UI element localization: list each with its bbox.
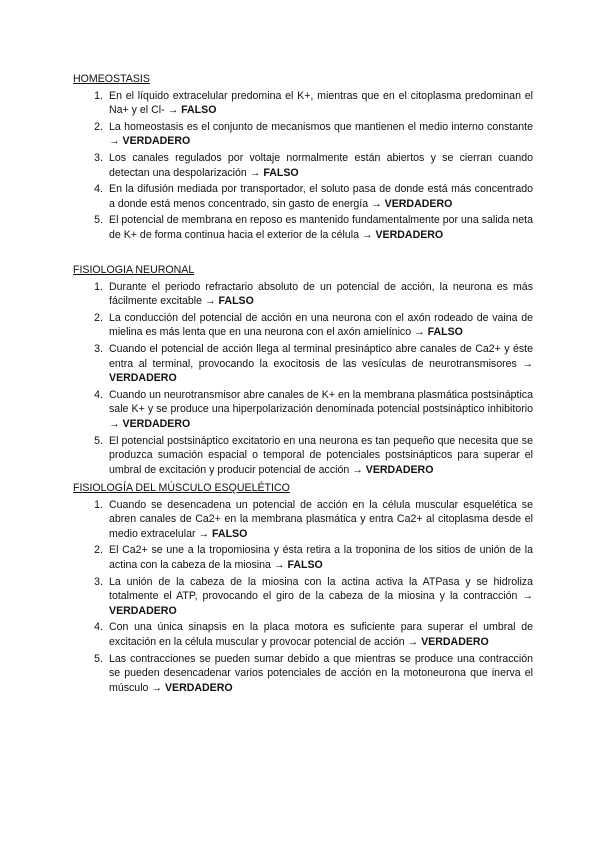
item-number: 2. xyxy=(94,544,103,557)
item-number: 3. xyxy=(94,575,103,588)
statement-text: El potencial postsináptico excitatorio en una neurona es tan pequeño que necesita que se produzca sumación espacial o temporal de potenciales postsinápticos para superar el umbral de excitación y producir potencial de acción → xyxy=(109,434,533,476)
item-number: 1. xyxy=(94,89,103,102)
statement-text: En el líquido extracelular predomina el K+, mientras que en el citoplasma predominan el Na+ y el Cl- → xyxy=(109,89,533,117)
item-number: 3. xyxy=(94,342,103,355)
answer-label: FALSO xyxy=(287,558,323,571)
answer-label: VERDADERO xyxy=(365,463,434,476)
statement-text: Los canales regulados por voltaje normalmente están abiertos y se cierran cuando detectan una despolarización → xyxy=(109,151,533,179)
statement-item xyxy=(73,620,533,649)
statement-item xyxy=(73,342,533,386)
statement-list xyxy=(73,498,533,696)
section-homeostasis xyxy=(73,72,533,245)
statement-text: La conducción del potencial de acción en una neurona con el axón rodeado de vaina de mielina es más lenta que en una neurona con el axón amielínico → xyxy=(109,311,533,339)
answer-label: FALSO xyxy=(181,104,217,117)
statement-item xyxy=(73,388,533,432)
answer-label: FALSO xyxy=(427,326,463,339)
item-number: 3. xyxy=(94,151,103,164)
answer-label: FALSO xyxy=(218,295,254,308)
answer-label: VERDADERO xyxy=(122,135,191,148)
section-heading: FISIOLOGIA NEURONAL xyxy=(73,264,195,276)
item-number: 5. xyxy=(94,434,103,447)
statement-text: Las contracciones se pueden sumar debido a que mientras se produce una contracción se pueden desencadenar varios potenciales de acción en la motoneurona que inerva el músculo → xyxy=(109,652,533,694)
statement-text: La homeostasis es el conjunto de mecanismos que mantienen el medio interno constante → xyxy=(109,120,533,148)
statement-item xyxy=(73,213,533,242)
item-number: 2. xyxy=(94,311,103,324)
statement-text: El Ca2+ se une a la tropomiosina y ésta retira a la troponina de los sitios de unión de la actina con la cabeza de la miosina → xyxy=(109,544,533,571)
statement-text: Cuando un neurotransmisor abre canales de K+ en la membrana plasmática postsináptica sale K+ y se produce una hiperpolarización denominada potencial postsináptico inhibitorio → xyxy=(109,388,533,430)
statement-item xyxy=(73,498,533,542)
item-number: 1. xyxy=(94,498,103,511)
answer-label: VERDADERO xyxy=(375,228,444,241)
statement-item xyxy=(73,543,533,572)
answer-label: FALSO xyxy=(212,527,248,540)
item-number: 2. xyxy=(94,120,103,133)
statement-text: Con una única sinapsis en la placa motora es suficiente para superar el umbral de excitación en la célula muscular y provocar potencial de acción → xyxy=(109,621,533,648)
statement-item xyxy=(73,182,533,211)
statement-item xyxy=(73,89,533,118)
section-heading: FISIOLOGÍA DEL MÚSCULO ESQUELÉTICO xyxy=(73,482,290,494)
statement-list xyxy=(73,280,533,478)
statement-list xyxy=(73,89,533,243)
answer-label: VERDADERO xyxy=(109,372,177,385)
statement-text: La unión de la cabeza de la miosina con la actina activa la ATPasa y se hidroliza totalmente el ATP, provocando el giro de la cabeza de la miosina y la contracción → xyxy=(109,575,533,603)
statement-item xyxy=(73,434,533,478)
answer-label: VERDADERO xyxy=(421,635,489,648)
answer-label: VERDADERO xyxy=(384,197,453,210)
statement-text: Cuando el potencial de acción llega al terminal presináptico abre canales de Ca2+ y éste entra al terminal, provocando la exocitosis de las vesículas de neurotransmisores → xyxy=(109,342,533,370)
item-number: 4. xyxy=(94,621,103,634)
statement-item xyxy=(73,311,533,340)
answer-label: VERDADERO xyxy=(109,604,177,617)
section-fisiologia-neuronal xyxy=(73,263,533,479)
statement-text: El potencial de membrana en reposo es mantenido fundamentalmente por una salida neta de K+ de forma continua hacia el exterior de la célula → xyxy=(109,214,533,241)
statement-item xyxy=(73,280,533,309)
statement-text: En la difusión mediada por transportador, el soluto pasa de donde está más concentrado a donde está menos concentrado, sin gasto de energía → xyxy=(109,183,533,210)
section-fisiologia-musculo xyxy=(73,481,533,697)
statement-item xyxy=(73,575,533,619)
statement-item xyxy=(73,120,533,149)
item-number: 4. xyxy=(94,388,103,401)
statement-item xyxy=(73,151,533,180)
answer-label: VERDADERO xyxy=(164,681,233,694)
answer-label: FALSO xyxy=(263,166,299,179)
item-number: 1. xyxy=(94,280,103,293)
statement-text: Cuando se desencadena un potencial de acción en la célula muscular esquelética se abren canales de Ca2+ en la membrana plasmática y entra Ca2+ al citoplasma desde el medio extracelular → xyxy=(109,498,533,540)
statement-text: Durante el periodo refractario absoluto de un potencial de acción, la neurona es más fácilmente excitable → xyxy=(109,280,533,308)
answer-label: VERDADERO xyxy=(122,417,191,430)
item-number: 5. xyxy=(94,652,103,665)
statement-item xyxy=(73,652,533,696)
item-number: 5. xyxy=(94,214,103,227)
section-heading: HOMEOSTASIS xyxy=(73,73,150,85)
item-number: 4. xyxy=(94,183,103,196)
